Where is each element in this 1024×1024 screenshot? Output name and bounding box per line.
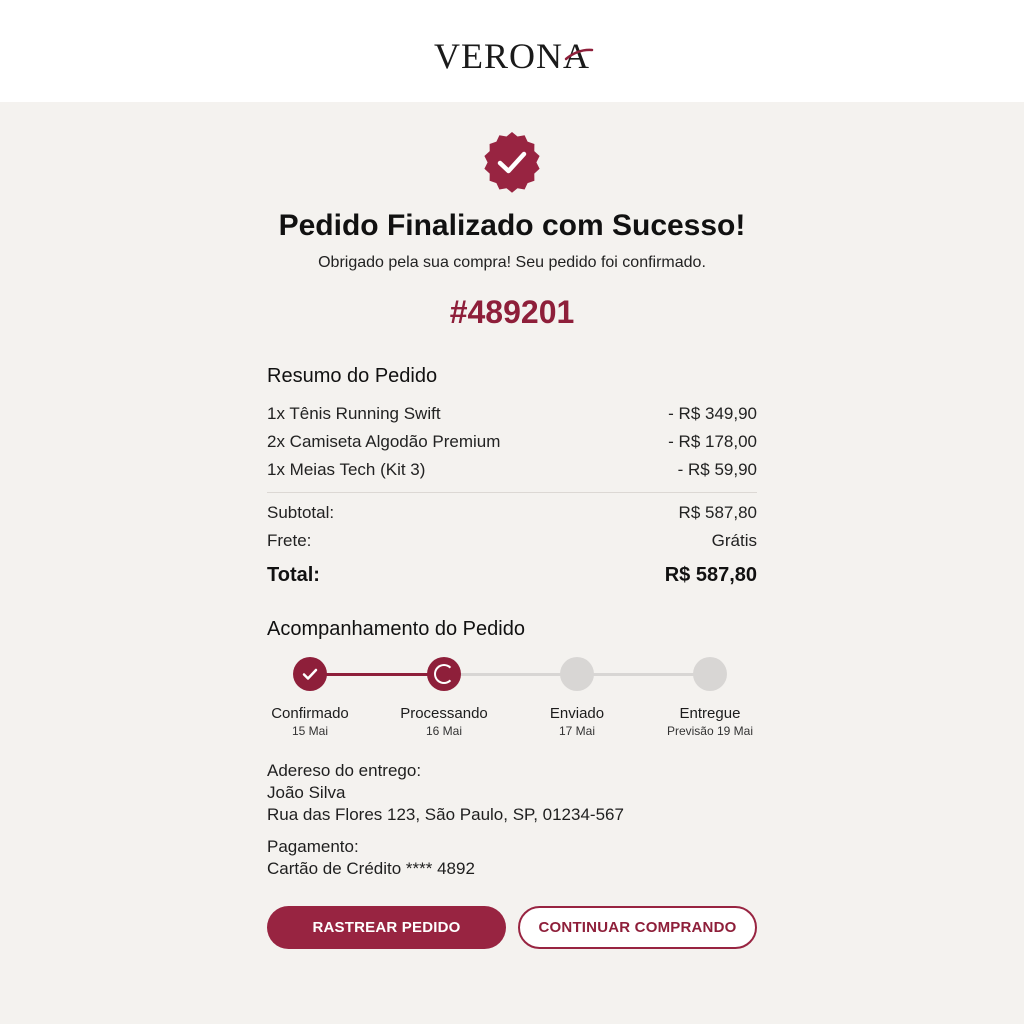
brand-logo-text: VERONA — [434, 36, 590, 76]
item-label: 1x Meias Tech (Kit 3) — [267, 460, 426, 479]
step-date: 16 Mai — [425, 724, 463, 738]
step-pending-dot — [693, 657, 727, 691]
tracker-step-delivered — [645, 655, 775, 738]
continue-shopping-button[interactable]: CONTINUAR COMPRANDO — [518, 906, 757, 949]
item-price: - R$ 59,90 — [677, 460, 757, 479]
subtotal-row — [267, 503, 757, 523]
step-pending-dot — [560, 657, 594, 691]
total-label: Total: — [267, 564, 320, 586]
summary-divider — [267, 492, 757, 493]
item-price: - R$ 349,90 — [668, 404, 757, 423]
total-value: R$ 587,80 — [664, 564, 757, 586]
summary-title: Resumo do Pedido — [267, 365, 438, 387]
step-current-dot — [427, 657, 461, 691]
step-date: 17 Mai — [558, 724, 596, 738]
shipping-value: Grátis — [711, 531, 757, 550]
page-subtitle: Obrigado pela sua compra! Seu pedido foi confirmado. — [318, 254, 706, 271]
subtotal-value: R$ 587,80 — [678, 503, 757, 522]
tracker-step-shipped — [512, 655, 642, 738]
tracking-title: Acompanhamento do Pedido — [267, 618, 525, 640]
summary-item-row — [267, 460, 757, 480]
summary-item-row — [267, 432, 757, 452]
step-label: Enviado — [549, 705, 605, 722]
item-label: 2x Camiseta Algodão Premium — [267, 432, 501, 451]
delivery-label: Adereso do entrego: — [267, 761, 422, 780]
delivery-info — [267, 760, 624, 826]
delivery-address: Rua das Flores 123, São Paulo, SP, 01234-567 — [267, 805, 624, 824]
tracker-step-confirmed — [245, 655, 375, 738]
track-order-button[interactable]: RASTREAR PEDIDO — [267, 906, 506, 949]
summary-item-row — [267, 404, 757, 424]
delivery-name: João Silva — [267, 783, 346, 802]
total-row — [267, 564, 757, 587]
site-header — [0, 0, 1024, 102]
order-number: #489201 — [449, 294, 575, 330]
order-tracker — [267, 655, 757, 745]
payment-label: Pagamento: — [267, 837, 359, 856]
brand-logo[interactable] — [434, 35, 590, 77]
step-label: Processando — [400, 705, 488, 722]
logo-swoosh-icon — [564, 47, 594, 61]
item-label: 1x Tênis Running Swift — [267, 404, 441, 423]
step-date: Previsão 19 Mai — [666, 724, 754, 738]
step-label: Confirmado — [271, 705, 349, 722]
spinner-icon — [434, 664, 454, 684]
step-date: 15 Mai — [291, 724, 329, 738]
payment-method: Cartão de Crédito **** 4892 — [267, 859, 475, 878]
item-price: - R$ 178,00 — [668, 432, 757, 451]
tracker-step-processing — [379, 655, 509, 738]
payment-info — [267, 836, 475, 880]
page-title: Pedido Finalizado com Sucesso! — [278, 209, 746, 242]
shipping-row — [267, 531, 757, 551]
check-badge-icon — [480, 130, 544, 194]
check-icon — [293, 657, 327, 691]
step-done-dot — [293, 657, 327, 691]
subtotal-label: Subtotal: — [267, 503, 335, 522]
step-label: Entregue — [679, 705, 741, 722]
shipping-label: Frete: — [267, 531, 312, 550]
order-confirmation-page — [0, 102, 1024, 1024]
